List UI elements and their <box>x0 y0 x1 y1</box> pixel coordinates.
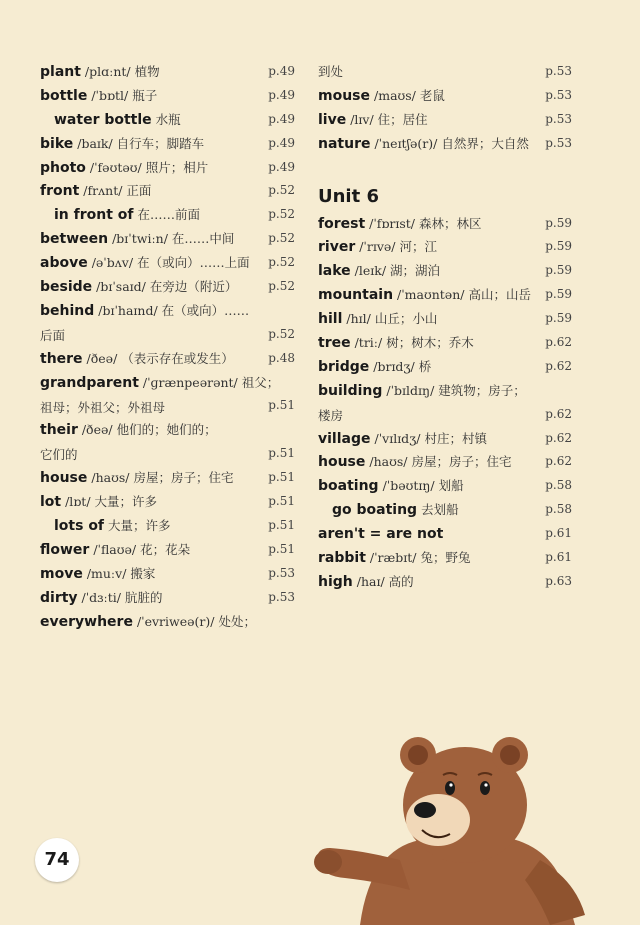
vocab-page-ref: p.51 <box>268 517 295 532</box>
vocab-word: behind <box>40 302 95 319</box>
vocab-word: mountain <box>318 287 394 304</box>
vocab-meaning: 高山；山岳 <box>468 287 531 303</box>
vocab-page-ref: p.52 <box>268 183 295 198</box>
vocab-page-ref: p.62 <box>545 406 572 421</box>
vocab-word: aren't = are not <box>318 526 444 543</box>
vocab-page-ref: p.59 <box>545 311 572 326</box>
vocab-entry <box>40 108 295 132</box>
vocab-word: plant <box>40 64 81 80</box>
vocab-word: bottle <box>40 87 88 104</box>
unit6-entries <box>318 212 572 594</box>
vocab-page-ref: p.49 <box>268 111 295 126</box>
vocab-phonetic: /ˈbɒtl/ <box>91 87 129 103</box>
vocab-phonetic: /leɪk/ <box>354 263 387 279</box>
vocab-page-ref: p.51 <box>268 494 295 509</box>
vocab-entry <box>40 347 295 371</box>
vocab-page-ref: p.61 <box>545 550 572 565</box>
vocab-meaning-continued: 它们的 <box>40 447 78 463</box>
vocab-phonetic: /ðeə/ <box>86 350 118 366</box>
vocab-entry <box>318 379 572 427</box>
vocab-page-ref: p.58 <box>545 502 572 517</box>
vocab-phonetic: /ˈɡrænpeərənt/ <box>142 374 238 390</box>
vocab-word: rabbit <box>318 550 366 567</box>
vocab-entry <box>40 562 295 586</box>
vocab-word: everywhere <box>40 613 133 630</box>
vocab-phonetic: /bɪˈtwiːn/ <box>112 231 168 247</box>
vocab-entry <box>40 203 295 227</box>
vocab-page-ref: p.52 <box>268 279 295 293</box>
vocab-word: their <box>40 422 78 439</box>
vocab-page-ref: p.59 <box>545 263 572 278</box>
vocab-phonetic: /brɪdʒ/ <box>373 358 415 374</box>
vocab-word: between <box>40 231 109 248</box>
vocab-meaning: 祖父； <box>241 374 280 390</box>
vocab-entry <box>40 299 295 347</box>
vocab-page-ref: p.49 <box>268 135 295 150</box>
vocab-meaning: 大量；许多 <box>94 494 158 510</box>
vocab-meaning: 去划船 <box>421 502 459 518</box>
vocab-phonetic: /ˈbɪldɪŋ/ <box>386 382 435 398</box>
vocab-page-ref: p.51 <box>268 398 295 413</box>
vocab-phonetic: /bɪˈhaɪnd/ <box>98 302 158 318</box>
vocab-phonetic: /ˈevriweə(r)/ <box>136 613 215 629</box>
vocab-page-ref: p.52 <box>268 231 295 246</box>
vocab-entry <box>40 514 295 538</box>
vocab-entry <box>40 586 295 610</box>
vocab-meaning: 自行车；脚踏车 <box>116 135 205 151</box>
vocab-word: tree <box>318 335 351 352</box>
vocab-entry <box>318 235 572 259</box>
vocab-meaning: 瓶子 <box>132 87 158 103</box>
vocab-meaning: 在（或向）…… <box>161 302 250 318</box>
vocab-entry <box>318 498 572 522</box>
vocab-word: water bottle <box>54 111 152 128</box>
vocab-page-ref: p.62 <box>545 358 572 373</box>
vocab-page-ref: p.49 <box>268 87 295 102</box>
vocab-word: lots of <box>54 517 105 534</box>
vocab-meaning: 桥 <box>418 358 432 374</box>
vocab-meaning: 老鼠 <box>419 87 445 103</box>
unit-heading: Unit 6 <box>318 185 379 207</box>
vocab-phonetic: /ˈfɒrɪst/ <box>369 215 416 231</box>
vocab-phonetic: /baɪk/ <box>77 135 113 151</box>
vocab-page-ref: p.49 <box>268 159 295 174</box>
vocab-meaning: 在（或向）……上面 <box>137 255 250 271</box>
vocab-entry <box>318 212 572 236</box>
vocab-entry <box>40 610 295 634</box>
vocab-meaning-continued: 后面 <box>40 327 66 343</box>
vocab-meaning: 树；树木；乔木 <box>386 335 474 351</box>
vocab-entry <box>40 251 295 275</box>
vocab-page-ref: p.58 <box>545 478 572 493</box>
continued-entries <box>318 60 572 156</box>
vocab-entry <box>40 371 295 419</box>
vocab-word: hill <box>318 311 343 328</box>
vocab-page-ref: p.59 <box>545 215 572 230</box>
vocab-meaning: 森林；林区 <box>419 215 482 231</box>
vocab-phonetic: /əˈbʌv/ <box>91 255 134 271</box>
vocab-entry <box>318 427 572 451</box>
vocab-page-ref: p.62 <box>545 430 572 445</box>
vocab-page-ref: p.52 <box>268 326 295 341</box>
vocab-entry <box>40 418 295 466</box>
vocab-page-ref: p.53 <box>545 87 572 102</box>
vocab-page-ref: p.53 <box>545 135 572 150</box>
vocab-phonetic: /triː/ <box>354 335 383 351</box>
vocab-entry <box>40 179 295 203</box>
vocab-word: live <box>318 111 347 128</box>
vocab-word: beside <box>40 279 93 296</box>
vocab-phonetic: /ˈfəʊtəʊ/ <box>89 159 142 175</box>
vocab-meaning: 在……前面 <box>137 207 200 223</box>
vocab-entry <box>318 546 572 570</box>
vocab-meaning: 搬家 <box>130 565 156 581</box>
vocab-entry <box>40 84 295 108</box>
vocab-entry <box>318 84 572 108</box>
vocab-word: bridge <box>318 358 370 375</box>
vocab-meaning: 肮脏的 <box>124 589 163 605</box>
vocab-phonetic: /ˈræbɪt/ <box>369 550 417 566</box>
vocab-page-ref: p.53 <box>545 111 572 126</box>
vocab-phonetic: /ˈbəʊtɪŋ/ <box>382 478 435 494</box>
vocab-phonetic: /bɪˈsaɪd/ <box>96 279 146 295</box>
vocab-page-ref: p.51 <box>268 541 295 556</box>
vocab-word: grandparent <box>40 374 139 391</box>
vocab-word: boating <box>318 478 379 495</box>
vocab-word: mouse <box>318 87 371 104</box>
vocab-phonetic: /haɪ/ <box>356 573 385 589</box>
vocab-meaning: 到处 <box>318 64 344 79</box>
vocab-entry <box>318 522 572 546</box>
vocab-entry <box>40 132 295 156</box>
vocab-word: photo <box>40 159 86 176</box>
vocab-meaning-continued: 祖母；外祖父；外祖母 <box>40 399 166 415</box>
vocab-meaning: 划船 <box>438 478 464 494</box>
vocab-meaning: 房屋；房子；住宅 <box>411 454 512 470</box>
vocab-meaning: 大量；许多 <box>108 517 171 533</box>
vocab-word: river <box>318 239 356 256</box>
vocab-word: lot <box>40 494 62 511</box>
vocab-page-ref: p.62 <box>545 454 572 469</box>
vocab-word: building <box>318 382 383 399</box>
vocab-entry <box>40 156 295 180</box>
vocab-meaning: 植物 <box>134 64 160 79</box>
vocab-entry <box>318 132 572 156</box>
vocab-meaning: 照片；相片 <box>145 159 209 175</box>
vocab-phonetic: /ˈdɜːti/ <box>81 589 121 605</box>
vocab-page-ref: p.51 <box>268 470 295 485</box>
vocab-phonetic: /ðeə/ <box>81 422 113 438</box>
vocab-meaning: 兔；野兔 <box>420 550 471 566</box>
vocab-page-ref: p.62 <box>545 335 572 349</box>
vocab-meaning: 水瓶 <box>155 111 181 127</box>
vocab-word: bike <box>40 135 74 152</box>
vocab-word: move <box>40 565 83 582</box>
vocab-page-ref: p.61 <box>545 526 572 541</box>
vocab-meaning: 河；江 <box>399 239 438 255</box>
vocab-page-ref: p.49 <box>268 63 295 78</box>
vocab-page-ref: p.59 <box>545 287 572 302</box>
vocab-phonetic: /maʊs/ <box>374 87 416 103</box>
vocab-page-ref: p.63 <box>545 573 572 588</box>
vocab-word: go boating <box>332 502 418 519</box>
bear-illustration <box>300 730 640 925</box>
vocab-page-ref: p.59 <box>545 239 572 254</box>
vocab-word: dirty <box>40 589 78 606</box>
vocab-phonetic: /ˈvɪlɪdʒ/ <box>374 430 421 446</box>
vocab-entry <box>318 307 572 331</box>
vocab-meaning: （表示存在或发生） <box>121 350 234 366</box>
vocab-phonetic: /ˈmaʊntən/ <box>397 287 465 303</box>
vocab-meaning: 自然界；大自然 <box>441 135 529 151</box>
vocab-phonetic: /ˈneɪtʃə(r)/ <box>374 135 438 151</box>
vocab-entry <box>318 355 572 379</box>
vocab-phonetic: /lɒt/ <box>65 494 91 510</box>
vocab-entry <box>318 450 572 474</box>
vocab-meaning: 高的 <box>388 573 414 589</box>
vocab-meaning: 山丘；小山 <box>374 311 438 327</box>
vocab-phonetic: /lɪv/ <box>350 111 374 127</box>
vocab-page-ref: p.48 <box>268 350 295 365</box>
vocab-word: front <box>40 183 80 200</box>
vocab-meaning: 房屋；房子；住宅 <box>133 470 234 486</box>
vocab-entry <box>318 570 572 594</box>
vocab-entry <box>40 60 295 84</box>
vocab-page-ref: p.51 <box>268 446 295 461</box>
vocab-entry <box>40 275 295 299</box>
vocab-phonetic: /ˈrɪvə/ <box>359 239 396 255</box>
vocab-entry <box>40 466 295 490</box>
vocab-meaning: 正面 <box>126 183 152 199</box>
vocab-word: nature <box>318 135 371 152</box>
vocab-page-ref: p.53 <box>268 589 295 604</box>
vocab-page-ref: p.52 <box>268 207 295 222</box>
vocab-meaning: 村庄；村镇 <box>424 430 487 446</box>
vocabulary-column-left <box>40 60 295 633</box>
vocab-entry <box>40 538 295 562</box>
vocab-meaning: 花；花朵 <box>140 541 191 557</box>
vocab-meaning: 处处； <box>218 613 256 629</box>
vocab-meaning: 建筑物；房子； <box>438 382 526 398</box>
vocab-entry <box>318 474 572 498</box>
vocab-entry <box>318 283 572 307</box>
vocab-entry <box>40 490 295 514</box>
vocab-word: house <box>40 470 88 487</box>
vocab-phonetic: /frʌnt/ <box>83 183 123 199</box>
vocab-meaning: 他们的；她们的； <box>116 422 217 438</box>
vocab-meaning: 在……中间 <box>171 231 235 247</box>
vocab-entry <box>318 331 572 355</box>
vocab-phonetic: /plɑːnt/ <box>84 64 131 79</box>
vocab-phonetic: /haʊs/ <box>91 470 130 486</box>
vocab-page-ref: p.52 <box>268 255 295 270</box>
vocab-word: village <box>318 430 371 447</box>
vocab-entry <box>318 108 572 132</box>
vocab-word: lake <box>318 263 351 280</box>
vocab-phonetic: /muːv/ <box>86 565 127 581</box>
vocab-word: there <box>40 350 83 367</box>
vocab-meaning: 湖；湖泊 <box>390 263 441 279</box>
vocabulary-column-right <box>318 60 572 594</box>
vocab-word: forest <box>318 215 366 232</box>
vocab-page-ref: p.53 <box>268 565 295 580</box>
vocab-word: house <box>318 454 366 471</box>
vocab-phonetic: /ˈflaʊə/ <box>93 541 137 557</box>
vocab-entry <box>318 259 572 283</box>
vocab-meaning: 在旁边（附近） <box>149 279 238 295</box>
vocab-word: high <box>318 573 353 590</box>
page-number: 74 <box>35 838 79 882</box>
vocab-phonetic: /haʊs/ <box>369 454 408 470</box>
vocab-word: flower <box>40 541 90 558</box>
vocab-word: in front of <box>54 207 134 224</box>
vocab-word: above <box>40 255 88 272</box>
vocab-entry <box>318 60 572 84</box>
vocab-meaning-continued: 楼房 <box>318 407 344 423</box>
vocab-phonetic: /hɪl/ <box>346 311 371 327</box>
vocab-entry <box>40 227 295 251</box>
vocab-meaning: 住；居住 <box>377 111 428 127</box>
vocab-page-ref: p.53 <box>545 63 572 78</box>
